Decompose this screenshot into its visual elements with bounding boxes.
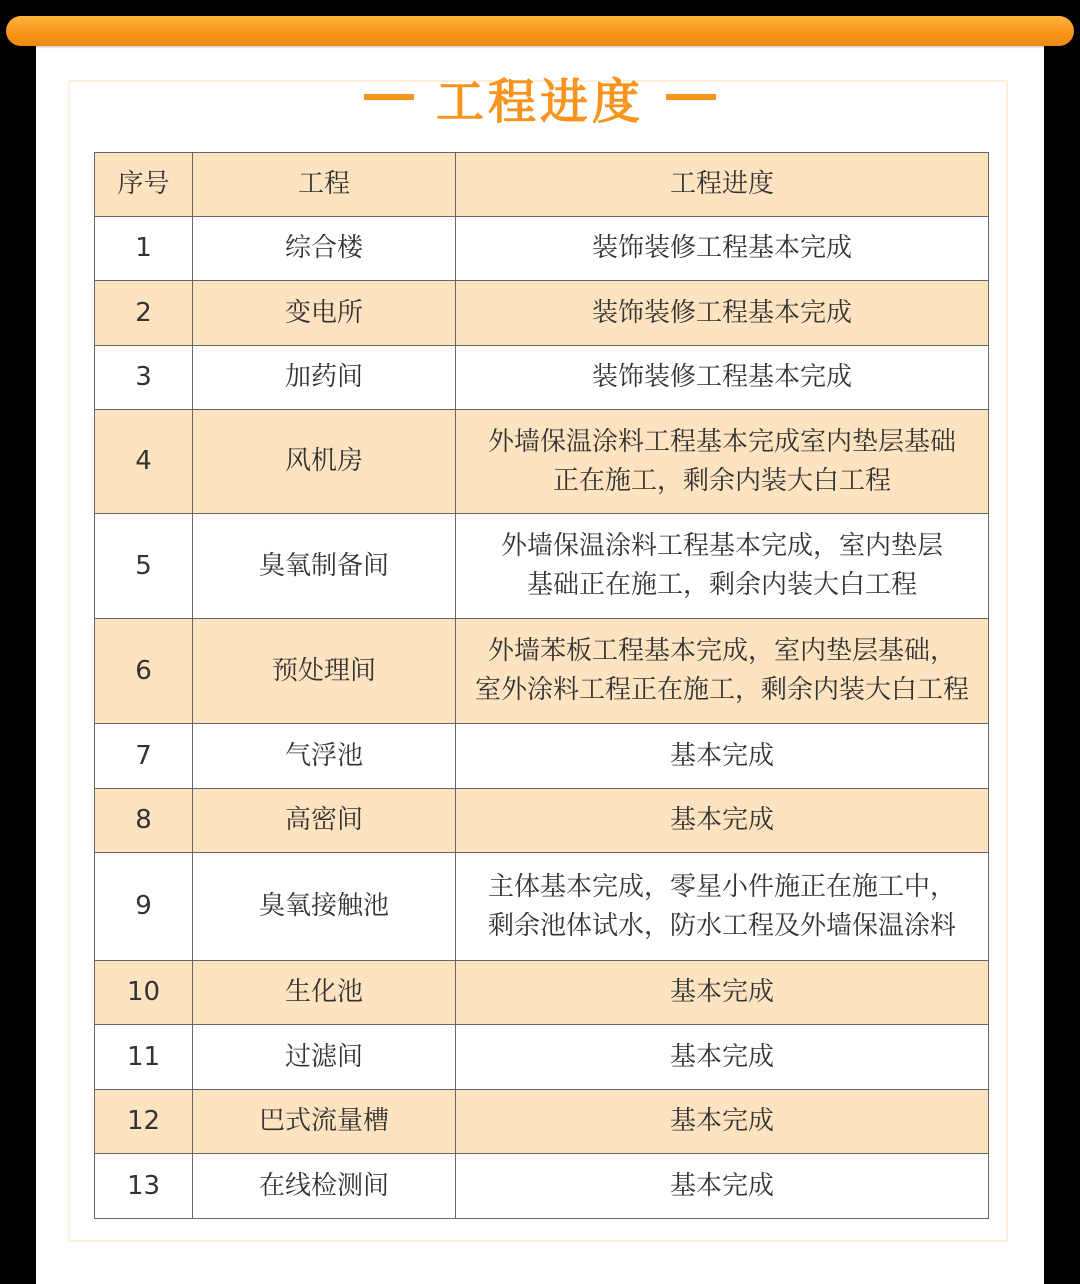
progress-line: 外墙苯板工程基本完成，室内垫层基础，	[487, 636, 956, 666]
cell-no: 10	[95, 961, 193, 1025]
cell-no: 6	[95, 619, 193, 724]
cell-progress	[456, 853, 989, 961]
cell-no: 11	[95, 1025, 193, 1090]
table-row	[95, 281, 989, 346]
progress-table	[94, 152, 989, 1219]
progress-line: 剩余池体试水，防水工程及外墙保温涂料	[487, 910, 956, 941]
cell-project: 变电所	[193, 281, 456, 346]
cell-progress	[456, 514, 989, 619]
progress-line: 基本完成	[669, 1106, 774, 1136]
cell-no: 1	[95, 217, 193, 281]
cell-no: 13	[95, 1154, 193, 1219]
cell-no: 4	[95, 410, 193, 514]
cell-project: 在线检测间	[193, 1154, 456, 1219]
cell-progress	[456, 789, 989, 853]
cell-project: 臭氧制备间	[193, 514, 456, 619]
cell-project: 生化池	[193, 961, 456, 1025]
progress-line: 基础正在施工，剩余内装大白工程	[526, 570, 917, 600]
progress-line: 基本完成	[669, 1041, 774, 1072]
cell-project: 巴式流量槽	[193, 1090, 456, 1154]
cell-progress	[456, 410, 989, 514]
scroll-roller-top	[6, 16, 1074, 46]
table-row	[95, 619, 989, 724]
progress-line: 外墙保温涂料工程基本完成室内垫层基础	[487, 426, 956, 457]
table-body	[95, 217, 989, 1219]
progress-line: 装饰装修工程基本完成	[591, 297, 852, 328]
progress-line: 外墙保温涂料工程基本完成，室内垫层	[500, 531, 943, 561]
progress-line: 室外涂料工程正在施工，剩余内装大白工程	[474, 675, 969, 705]
cell-progress	[456, 1025, 989, 1090]
table-row	[95, 853, 989, 961]
title-text: 工程进度	[435, 73, 644, 130]
table-row	[95, 217, 989, 281]
progress-line: 基本完成	[669, 1170, 774, 1201]
header-project: 工程	[193, 153, 456, 217]
progress-line: 正在施工，剩余内装大白工程	[552, 465, 891, 496]
cell-no: 5	[95, 514, 193, 619]
cell-progress	[456, 1090, 989, 1154]
progress-line: 主体基本完成，零星小件施正在施工中，	[487, 871, 956, 902]
cell-project: 气浮池	[193, 724, 456, 789]
cell-project: 加药间	[193, 346, 456, 410]
cell-progress	[456, 724, 989, 789]
cell-no: 9	[95, 853, 193, 961]
progress-line: 基本完成	[669, 805, 774, 835]
progress-line: 基本完成	[669, 977, 774, 1007]
cell-progress	[456, 281, 989, 346]
table-header-row	[95, 153, 989, 217]
cell-no: 2	[95, 281, 193, 346]
progress-line: 装饰装修工程基本完成	[591, 362, 852, 392]
title-dash-left	[364, 94, 414, 100]
title-dash-right	[666, 94, 716, 100]
header-no: 序号	[95, 153, 193, 217]
cell-no: 3	[95, 346, 193, 410]
header-progress: 工程进度	[456, 153, 989, 217]
table-row	[95, 1154, 989, 1219]
progress-line: 基本完成	[669, 740, 774, 771]
cell-project: 臭氧接触池	[193, 853, 456, 961]
cell-no: 7	[95, 724, 193, 789]
table-row	[95, 514, 989, 619]
cell-progress	[456, 1154, 989, 1219]
cell-progress	[456, 217, 989, 281]
table-row	[95, 410, 989, 514]
table-row	[95, 789, 989, 853]
cell-progress	[456, 619, 989, 724]
table-row	[95, 724, 989, 789]
table-row	[95, 346, 989, 410]
cell-no: 12	[95, 1090, 193, 1154]
page-title	[0, 62, 1080, 132]
table-row	[95, 961, 989, 1025]
cell-project: 预处理间	[193, 619, 456, 724]
cell-project: 综合楼	[193, 217, 456, 281]
table-row	[95, 1090, 989, 1154]
cell-project: 风机房	[193, 410, 456, 514]
cell-progress	[456, 961, 989, 1025]
cell-project: 过滤间	[193, 1025, 456, 1090]
cell-progress	[456, 346, 989, 410]
progress-line: 装饰装修工程基本完成	[591, 233, 852, 263]
cell-project: 高密间	[193, 789, 456, 853]
cell-no: 8	[95, 789, 193, 853]
table-row	[95, 1025, 989, 1090]
